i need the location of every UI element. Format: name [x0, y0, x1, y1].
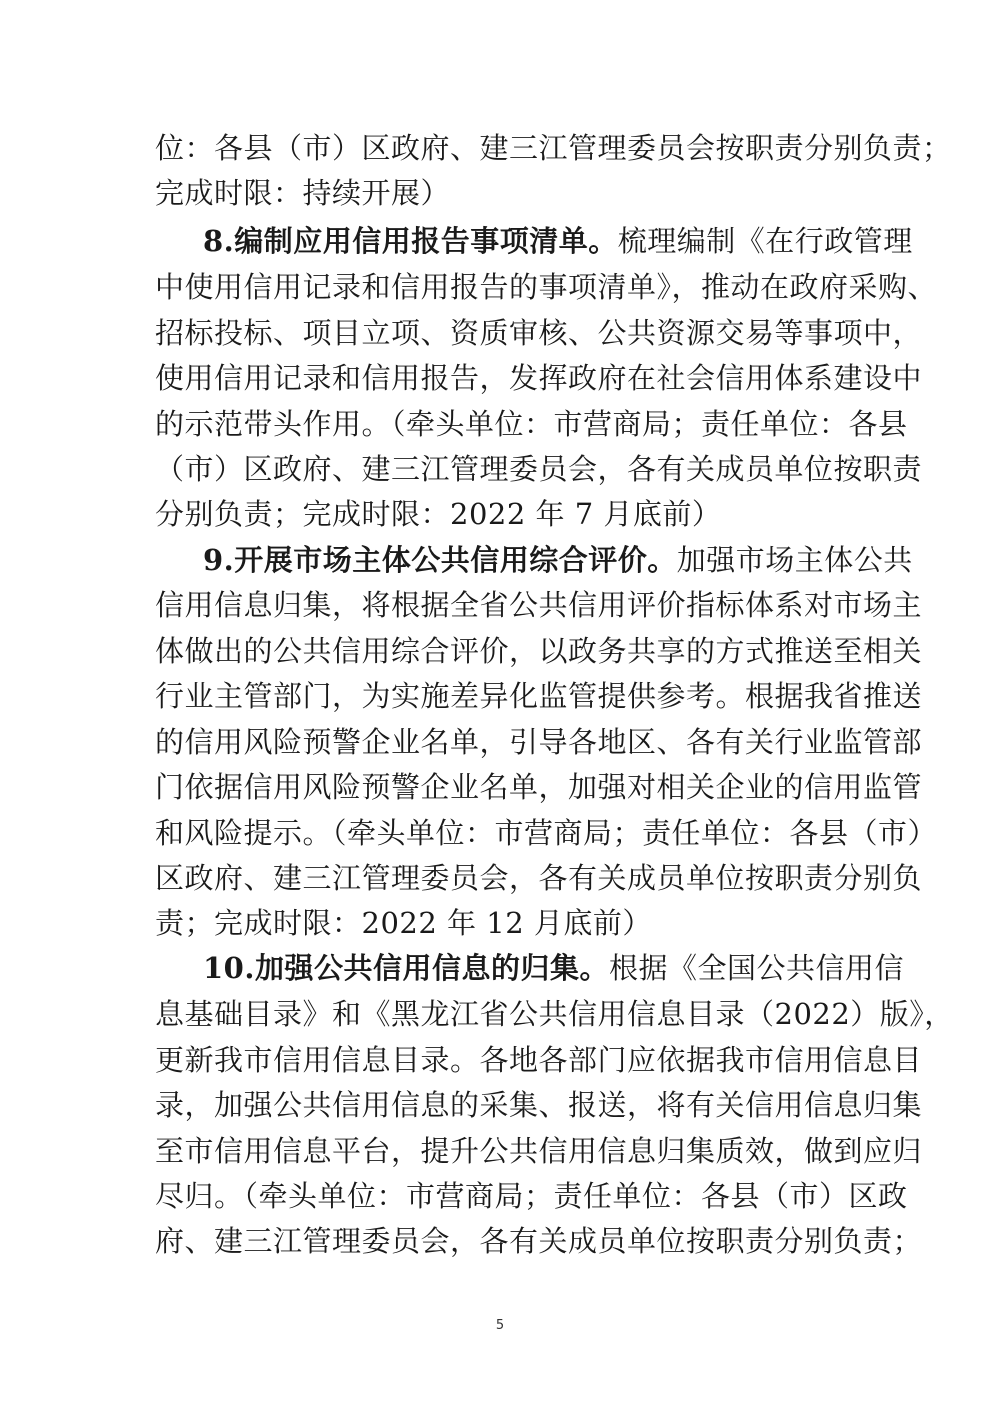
body-text-line: 完成时限：持续开展） [155, 176, 451, 210]
body-text-line: 责；完成时限：2022 年 12 月底前） [155, 906, 652, 940]
body-text-line: （市）区政府、建三江管理委员会，各有关成员单位按职责 [155, 452, 923, 486]
body-text: 加强市场主体公共 [676, 543, 913, 577]
body-text-line: 的示范带头作用。（牵头单位：市营商局；责任单位：各县 [155, 407, 908, 441]
body-text-line: 和风险提示。（牵头单位：市营商局；责任单位：各县（市） [155, 816, 938, 850]
item-8-heading: 8.编制应用信用报告事项清单。 [203, 224, 618, 258]
paragraph-8-first-line [203, 221, 913, 261]
body-text: 梳理编制《在行政管理 [617, 224, 913, 258]
body-text-line: 招标投标、项目立项、资质审核、公共资源交易等事项中， [155, 316, 923, 350]
body-text-line: 录，加强公共信用信息的采集、报送，将有关信用信息归集 [155, 1088, 923, 1122]
body-text-line: 分别负责；完成时限：2022 年 7 月底前） [155, 497, 722, 531]
body-text-line: 更新我市信用信息目录。各地各部门应依据我市信用信息目 [155, 1043, 923, 1077]
body-text-line: 使用信用记录和信用报告，发挥政府在社会信用体系建设中 [155, 361, 923, 395]
paragraph-9-first-line [203, 540, 913, 580]
body-text-line: 的信用风险预警企业名单，引导各地区、各有关行业监管部 [155, 725, 923, 759]
body-text-line: 尽归。（牵头单位：市营商局；责任单位：各县（市）区政 [155, 1179, 908, 1213]
paragraph-10-first-line [203, 948, 904, 988]
body-text-line: 息基础目录》和《黑龙江省公共信用信息目录（2022）版》， [155, 997, 954, 1031]
page-number: 5 [495, 1318, 505, 1333]
body-text-line: 府、建三江管理委员会，各有关成员单位按职责分别负责； [155, 1224, 923, 1258]
body-text-line: 体做出的公共信用综合评价，以政务共享的方式推送至相关 [155, 634, 923, 668]
body-text-line: 中使用信用记录和信用报告的事项清单》，推动在政府采购、 [155, 270, 938, 304]
body-text-line: 门依据信用风险预警企业名单，加强对相关企业的信用监管 [155, 770, 923, 804]
body-text-line: 位：各县（市）区政府、建三江管理委员会按职责分别负责； [155, 131, 952, 165]
body-text-line: 行业主管部门，为实施差异化监管提供参考。根据我省推送 [155, 679, 923, 713]
body-text-line: 区政府、建三江管理委员会，各有关成员单位按职责分别负 [155, 861, 923, 895]
item-9-heading: 9.开展市场主体公共信用综合评价。 [203, 543, 677, 577]
body-text-line: 信用信息归集，将根据全省公共信用评价指标体系对市场主 [155, 588, 923, 622]
item-10-heading: 10.加强公共信用信息的归集。 [203, 951, 609, 985]
body-text-line: 至市信用信息平台，提升公共信用信息归集质效，做到应归 [155, 1134, 923, 1168]
body-text: 根据《全国公共信用信 [608, 951, 904, 985]
